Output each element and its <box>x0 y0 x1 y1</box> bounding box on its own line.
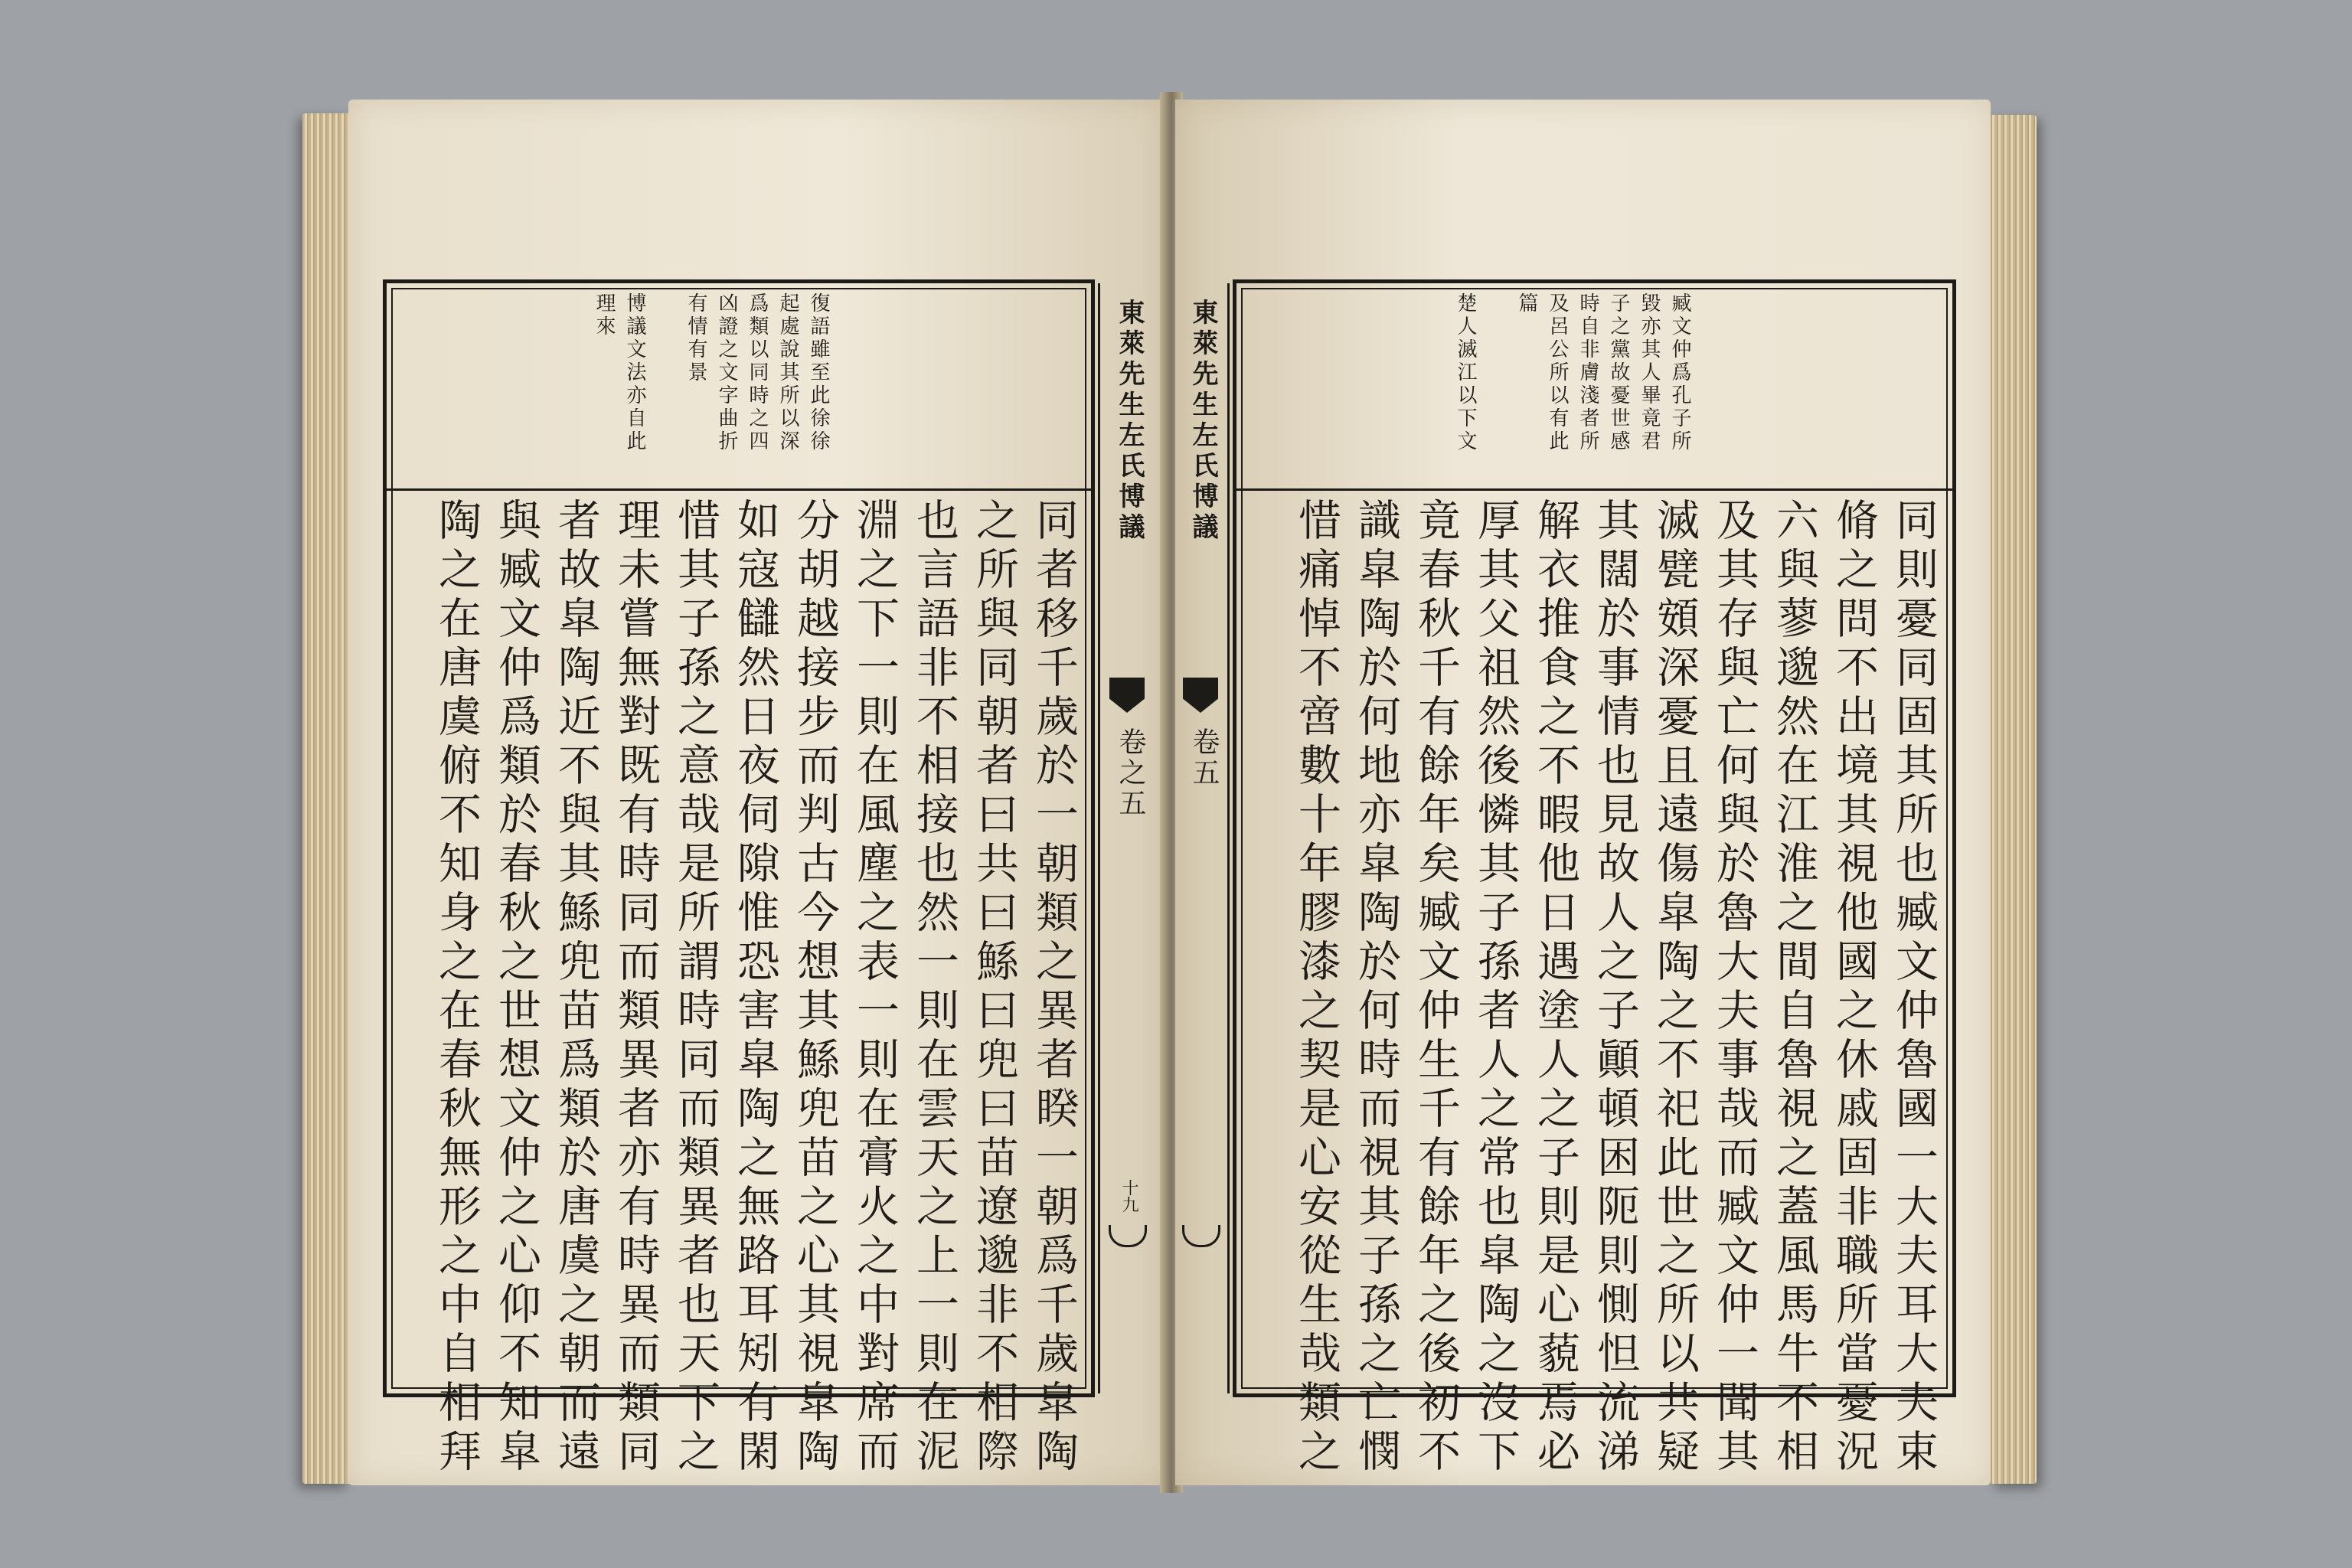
text-column: 脩之問不出境其視他國之休戚固非職所當憂況 <box>1829 498 1879 1478</box>
text-column: 之所與同朝者曰共曰鯀曰兜曰苗遼邈非不相際 <box>969 498 1019 1478</box>
left-page <box>348 100 1168 1485</box>
fold-mark <box>1109 1225 1147 1247</box>
note-column: 臧文仲爲孔子所 <box>1668 292 1691 453</box>
text-column: 如寇讎然日夜伺隙惟恐害皐陶之無路耳矧有閑 <box>730 498 780 1478</box>
page-edges-left <box>302 113 350 1484</box>
fish-tail-mark <box>1109 678 1145 713</box>
fish-tail-mark <box>1183 678 1218 713</box>
note-column: 博議文法亦自此 <box>623 292 646 453</box>
note-column: 篇 <box>1515 292 1538 315</box>
book-title: 東萊先生左氏博議 <box>1187 299 1218 544</box>
left-text-frame <box>383 279 1146 1478</box>
note-column: 子之黨故憂世感 <box>1607 292 1630 453</box>
text-column: 惜痛悼不啻數十年膠漆之契是心安從生哉類之 <box>1292 498 1341 1478</box>
note-column: 楚人滅江以下文 <box>1454 292 1477 453</box>
left-head-rule <box>387 488 1091 491</box>
note-column: 爲類以同時之四 <box>746 292 769 453</box>
open-book <box>302 92 2037 1485</box>
note-column: 時自非膚淺者所 <box>1576 292 1599 453</box>
text-column: 同則憂同固其所也臧文仲魯國一大夫耳大夫束 <box>1889 498 1939 1478</box>
page-edges-right <box>1991 115 2037 1484</box>
text-column: 惜其子孫之意哉是所謂時同而類異者也天下之 <box>671 498 720 1478</box>
folio-number: 十九 <box>1119 1179 1138 1213</box>
text-column: 竟春秋千有餘年矣臧文仲生千有餘年之後初不 <box>1411 498 1461 1478</box>
fold-mark <box>1182 1225 1220 1247</box>
right-page <box>1175 100 1991 1485</box>
left-center-strip <box>1098 283 1154 1393</box>
note-column: 有情有景 <box>684 292 707 384</box>
note-column: 復語雖至此徐徐 <box>807 292 830 453</box>
book-title: 東萊先生左氏博議 <box>1114 299 1145 544</box>
volume-label: 卷五 <box>1188 727 1220 789</box>
text-column: 及其存與亡何與於魯大夫事哉而臧文仲一聞其 <box>1710 498 1759 1478</box>
text-column: 也言語非不相接也然一則在雲天之上一則在泥 <box>910 498 959 1478</box>
text-column: 識皐陶於何地亦皐陶於何時而視其子孫之亡憫 <box>1351 498 1401 1478</box>
text-column: 與臧文仲爲類於春秋之世想文仲之心仰不知皐 <box>492 498 541 1478</box>
text-column: 其闊於事情也見故人之子顚頓困阨則惻怛流涕 <box>1590 498 1640 1478</box>
text-column: 同者移千歲於一朝類之異者睽一朝爲千歲皐陶 <box>1029 498 1079 1478</box>
note-column: 毀亦其人畢竟君 <box>1638 292 1661 453</box>
note-column: 起處說其所以深 <box>776 292 799 453</box>
right-head-rule <box>1236 488 1952 491</box>
text-column: 六與蓼邈然在江淮之間自魯視之蓋風馬牛不相 <box>1769 498 1819 1478</box>
right-center-strip <box>1174 283 1230 1393</box>
text-column: 滅甓頞深憂且遠傷皐陶之不祀此世之所以共疑 <box>1650 498 1700 1478</box>
text-column: 陶之在唐虞俯不知身之在春秋無形之中自相拜 <box>432 498 482 1478</box>
text-column: 厚其父祖然後憐其子孫者人之常也皐陶之沒下 <box>1471 498 1521 1478</box>
volume-label: 卷之五 <box>1115 727 1146 819</box>
text-column: 解衣推食之不暇他日遇塗人之子則是心藐焉必 <box>1530 498 1580 1478</box>
right-text-frame <box>1187 279 1956 1478</box>
text-column: 理未嘗無對既有時同而類異者亦有時異而類同 <box>611 498 661 1478</box>
text-column: 者故皐陶近不與其鯀兜苗爲類於唐虞之朝而遠 <box>551 498 601 1478</box>
note-column: 理來 <box>593 292 616 338</box>
text-column: 淵之下一則在風塵之表一則在膏火之中對席而 <box>850 498 900 1478</box>
text-column: 分胡越接步而判古今想其鯀兜苗之心其視皐陶 <box>790 498 840 1478</box>
note-column: 凶證之文字曲折 <box>715 292 738 453</box>
note-column: 及呂公所以有此 <box>1546 292 1569 453</box>
